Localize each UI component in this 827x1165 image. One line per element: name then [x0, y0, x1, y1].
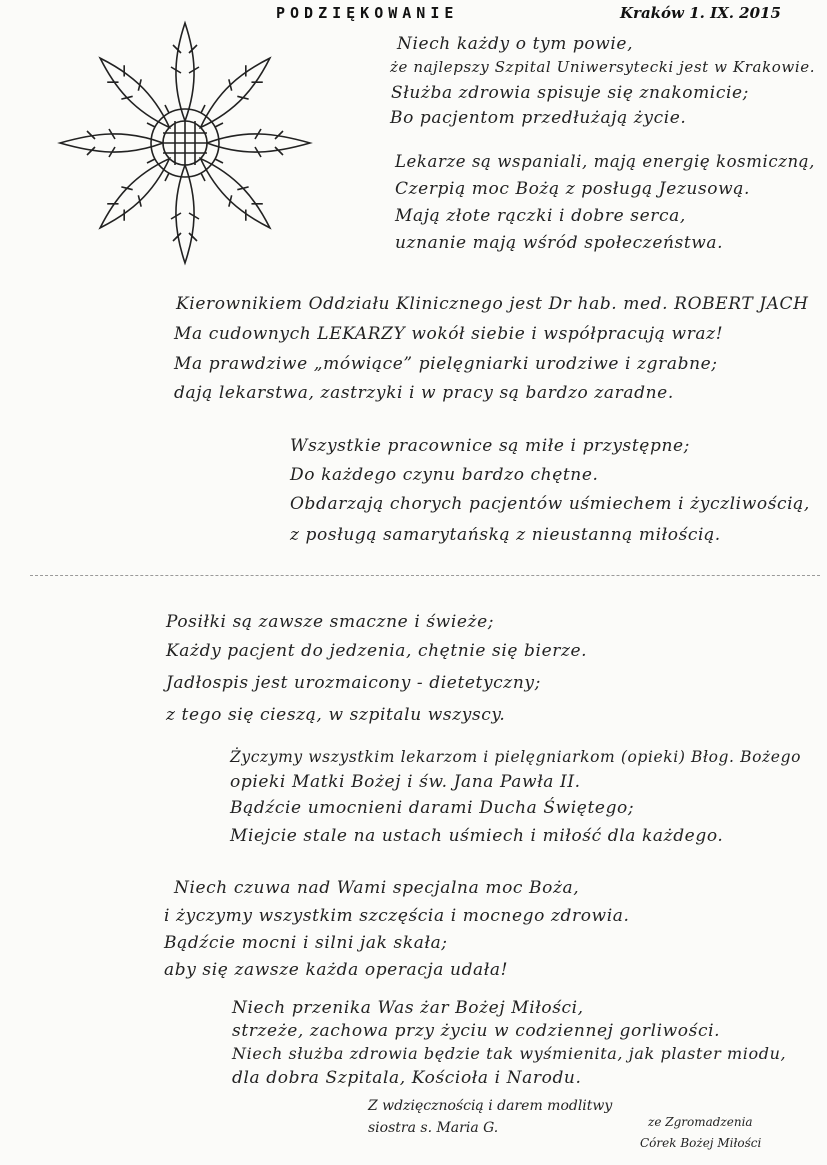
- stanza1-line1: Niech każdy o tym powie,: [397, 34, 634, 54]
- stanza8-line4: dla dobra Szpitala, Kościoła i Narodu.: [232, 1068, 582, 1088]
- stanza7-line4: aby się zawsze każda operacja udała!: [164, 960, 509, 980]
- stanza4-line4: z posługą samarytańską z nieustanną miłością.: [290, 525, 721, 545]
- signature-line1: ze Zgromadzenia: [648, 1115, 753, 1129]
- closing-line2: siostra s. Maria G.: [368, 1120, 499, 1136]
- stanza3-line1: Kierownikiem Oddziału Klinicznego jest Dr hab. med. ROBERT JACH: [176, 294, 809, 314]
- stanza5-line1: Posiłki są zawsze smaczne i świeże;: [166, 612, 495, 632]
- stanza7-line3: Bądźcie mocni i silni jak skała;: [164, 933, 448, 953]
- stanza8-line3: Niech służba zdrowia będzie tak wyśmienita, jak plaster miodu,: [232, 1044, 787, 1063]
- stanza4-line3: Obdarzają chorych pacjentów uśmiechem i życzliwością,: [290, 494, 810, 514]
- stanza1-line4: Bo pacjentom przedłużają życie.: [390, 108, 687, 128]
- stanza3-line4: dają lekarstwa, zastrzyki i w pracy są bardzo zaradne.: [174, 383, 674, 403]
- stanza2-line4: uznanie mają wśród społeczeństwa.: [395, 233, 724, 253]
- stanza6-line2: opieki Matki Bożej i św. Jana Pawła II.: [230, 772, 581, 792]
- stanza3-line2: Ma cudownych LEKARZY wokół siebie i współpracują wraz!: [174, 324, 724, 344]
- stanza5-line3: Jadłospis jest urozmaicony - dietetyczny;: [166, 673, 541, 693]
- stanza5-line2: Każdy pacjent do jedzenia, chętnie się bierze.: [166, 641, 588, 661]
- letter-date: Kraków 1. IX. 2015: [620, 4, 781, 22]
- stanza6-line1: Życzymy wszystkim lekarzom i pielęgniarkom (opieki) Błog. Bożego: [230, 748, 802, 766]
- stanza6-line3: Bądźcie umocnieni darami Ducha Świętego;: [230, 798, 635, 818]
- closing-line1: Z wdzięcznością i darem modlitwy: [368, 1098, 613, 1114]
- stanza3-line3: Ma prawdziwe „mówiące” pielęgniarki urodziwe i zgrabne;: [174, 354, 718, 374]
- stanza4-line1: Wszystkie pracownice są miłe i przystępne;: [290, 436, 690, 456]
- letter-title: PODZIĘKOWANIE: [276, 4, 459, 22]
- stanza2-line2: Czerpią moc Bożą z posługą Jezusową.: [395, 179, 751, 199]
- stanza8-line1: Niech przenika Was żar Bożej Miłości,: [232, 998, 584, 1018]
- stanza8-line2: strzeże, zachowa przy życiu w codziennej gorliwości.: [232, 1021, 721, 1041]
- stanza4-line2: Do każdego czynu bardzo chętne.: [290, 465, 599, 485]
- signature-line2: Córek Bożej Miłości: [640, 1136, 762, 1150]
- stanza1-line3: Służba zdrowia spisuje się znakomicie;: [391, 83, 749, 103]
- stanza2-line3: Mają złote rączki i dobre serca,: [395, 206, 686, 226]
- stanza6-line4: Miejcie stale na ustach uśmiech i miłość dla każdego.: [230, 826, 724, 846]
- stanza2-line1: Lekarze są wspaniali, mają energię kosmiczną,: [395, 152, 816, 171]
- stanza5-line4: z tego się cieszą, w szpitalu wszyscy.: [166, 705, 506, 725]
- stanza7-line1: Niech czuwa nad Wami specjalna moc Boża,: [174, 878, 580, 898]
- stanza7-line2: i życzymy wszystkim szczęścia i mocnego zdrowia.: [164, 906, 630, 926]
- page-fold-line: [30, 575, 820, 576]
- stanza1-line2: że najlepszy Szpital Uniwersytecki jest w Krakowie.: [390, 58, 816, 76]
- snowflake-flower-drawing: [45, 15, 325, 275]
